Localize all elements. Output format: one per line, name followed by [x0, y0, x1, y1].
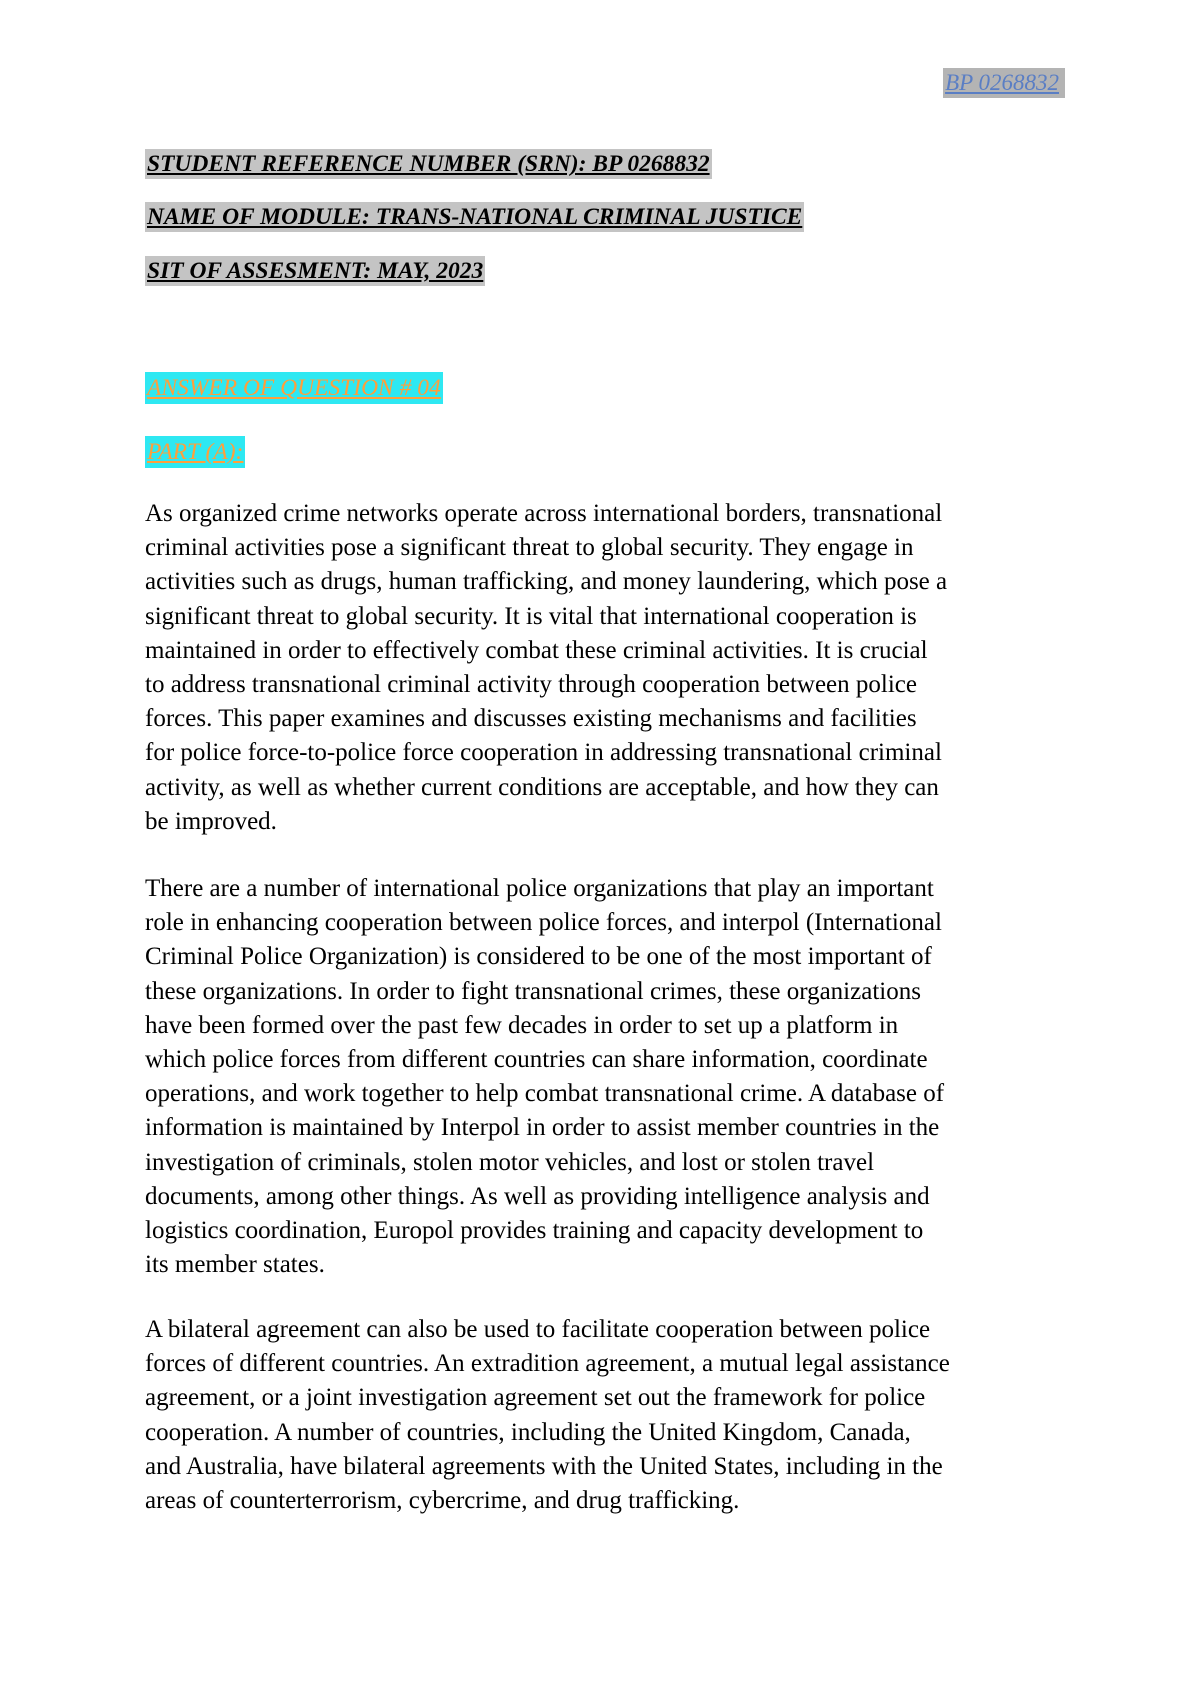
paragraph-line: investigation of criminals, stolen motor vehicles, and lost or stolen travel: [145, 1148, 875, 1176]
header-reference-number: BP 0268832: [943, 68, 1065, 98]
paragraph-line: cooperation. A number of countries, including the United Kingdom, Canada,: [145, 1418, 911, 1446]
paragraph-3: [145, 1313, 1070, 1518]
part-heading: PART (A):: [145, 436, 245, 468]
paragraph-line: activities such as drugs, human trafficking, and money laundering, which pose a: [145, 568, 948, 596]
paragraph-line: be improved.: [145, 807, 277, 835]
paragraph-line: As organized crime networks operate across international borders, transnational: [145, 500, 943, 527]
paragraph-line: and Australia, have bilateral agreements with the United States, including in the: [145, 1452, 943, 1480]
paragraph-line: areas of counterterrorism, cybercrime, and drug trafficking.: [145, 1487, 740, 1515]
paragraph-line: agreement, or a joint investigation agreement set out the framework for police: [145, 1384, 926, 1412]
paragraph-line: A bilateral agreement can also be used to facilitate cooperation between police: [145, 1316, 931, 1343]
paragraph-line: role in enhancing cooperation between police forces, and interpol (International: [145, 909, 942, 937]
paragraph-1: [145, 497, 1070, 839]
paragraph-line: logistics coordination, Europol provides training and capacity development to: [145, 1217, 924, 1245]
paragraph-line: forces. This paper examines and discusses existing mechanisms and facilities: [145, 705, 917, 733]
student-reference-number: STUDENT REFERENCE NUMBER (SRN): BP 0268832: [147, 151, 710, 177]
paragraph-line: for police force-to-police force cooperation in addressing transnational criminal: [145, 739, 942, 767]
paragraph-line: which police forces from different countries can share information, coordinate: [145, 1046, 928, 1074]
paragraph-line: significant threat to global security. It is vital that international cooperation is: [145, 602, 917, 630]
paragraph-line: Criminal Police Organization) is considered to be one of the most important of: [145, 943, 932, 971]
paragraph-line: criminal activities pose a significant threat to global security. They engage in: [145, 534, 914, 562]
module-name: NAME OF MODULE: TRANS-NATIONAL CRIMINAL JUSTICE: [147, 204, 803, 230]
paragraph-line: forces of different countries. An extradition agreement, a mutual legal assistance: [145, 1350, 950, 1378]
paragraph-line: activity, as well as whether current conditions are acceptable, and how they can: [145, 773, 939, 801]
paragraph-line: have been formed over the past few decades in order to set up a platform in: [145, 1011, 899, 1039]
paragraph-line: information is maintained by Interpol in order to assist member countries in the: [145, 1114, 940, 1142]
paragraph-line: documents, among other things. As well as providing intelligence analysis and: [145, 1182, 930, 1210]
paragraph-line: maintained in order to effectively combat these criminal activities. It is crucial: [145, 636, 928, 664]
paragraph-line: There are a number of international police organizations that play an important: [145, 875, 934, 902]
paragraph-2: [145, 872, 1070, 1282]
assessment-sitting: SIT OF ASSESMENT: MAY, 2023: [147, 258, 484, 284]
paragraph-line: these organizations. In order to fight transnational crimes, these organizations: [145, 977, 921, 1005]
paragraph-line: to address transnational criminal activity through cooperation between police: [145, 671, 917, 699]
paragraph-line: operations, and work together to help combat transnational crime. A database of: [145, 1080, 945, 1108]
answer-heading: ANSWER OF QUESTION # 04: [145, 372, 443, 404]
paragraph-line: its member states.: [145, 1251, 325, 1279]
